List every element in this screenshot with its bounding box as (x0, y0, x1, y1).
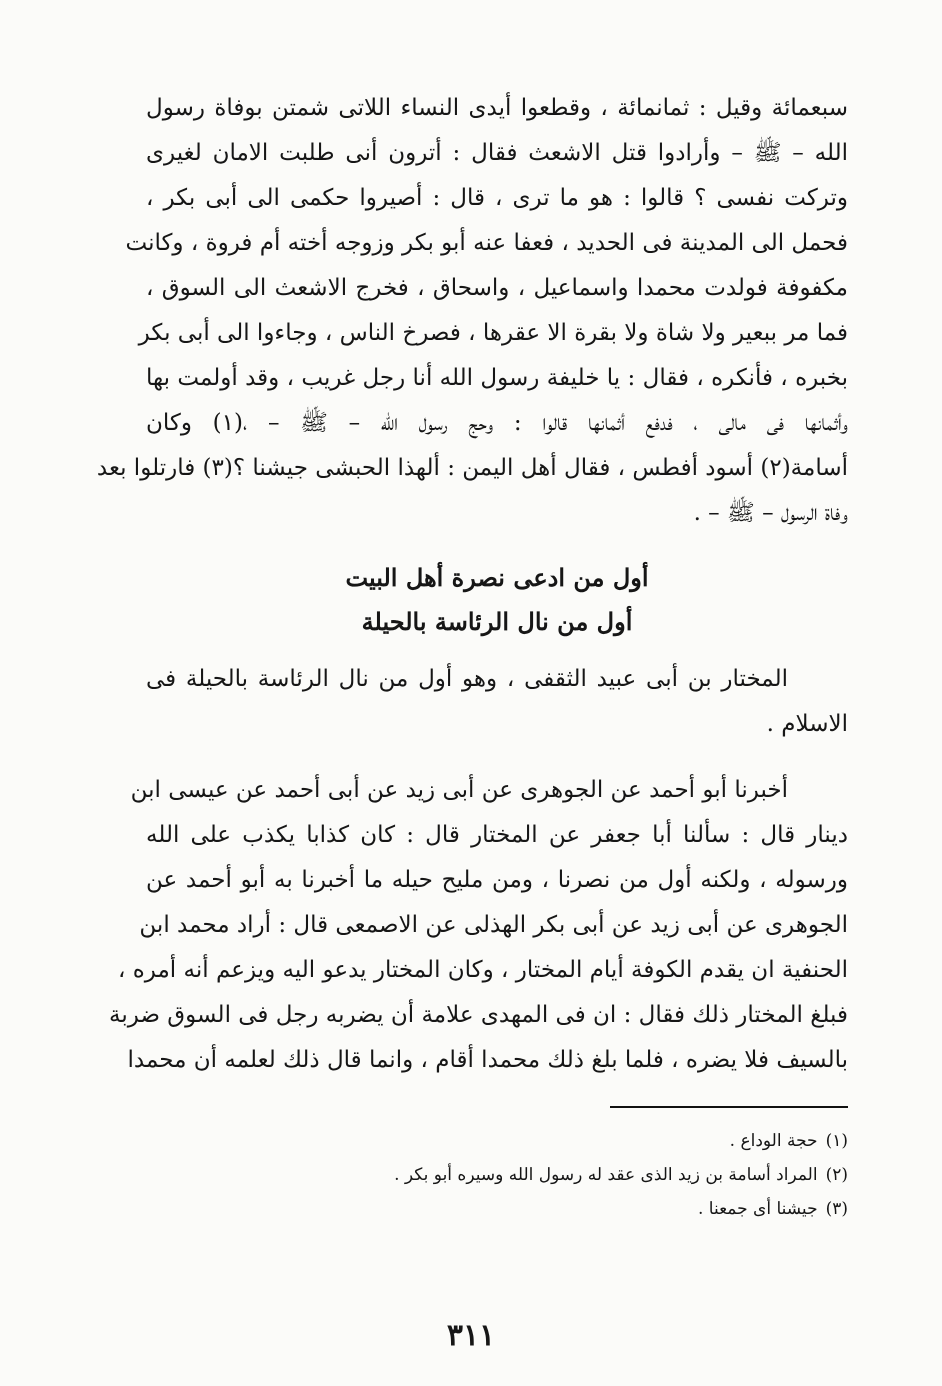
text-line: وأثمانها فى مالى ، فدفع أثمانها قالوا : وحج رسول الله – ﷺ – ،(١) وكان (146, 410, 848, 436)
text-line: ورسوله ، ولكنه أول من نصرنا ، ومن مليح حيله ما أخبرنا به أبو أحمد عن (146, 867, 848, 893)
footnote-divider (610, 1106, 848, 1108)
text-line: فحمل الى المدينة فى الحديد ، فعفا عنه أبو بكر وزوجه أخته أم فروة ، وكانت (125, 230, 848, 256)
text-line: الجوهرى عن أبى زيد عن أبى بكر الهذلى عن الاصمعى قال : أراد محمد ابن (139, 912, 848, 938)
footnote-text: حجة الوداع . (729, 1131, 818, 1151)
text-line: وتركت نفسى ؟ قالوا : هو ما ترى ، قال : أصيروا حكمى الى أبى بكر ، (146, 185, 848, 211)
paragraph-3 (109, 768, 848, 1083)
text-line: بخبره ، فأنكره ، فقال : يا خليفة رسول الله أنا رجل غريب ، وقد أولمت بها (146, 365, 848, 391)
text-line: الله – ﷺ – وأرادوا قتل الاشعث فقال : أترون أنى طلبت الامان لغيرى (146, 140, 848, 166)
footnote-number: (٢) (825, 1165, 848, 1185)
text-line: فبلغ المختار ذلك فقال : ان فى المهدى علامة أن يضربه رجل فى السوق ضربة (109, 1002, 848, 1028)
footnote-1 (146, 1124, 848, 1158)
text-line: فما مر ببعير ولا شاة ولا بقرة الا عقرها ، فصرخ الناس ، وجاءوا الى أبى بكر (138, 320, 848, 346)
text-line: أخبرنا أبو أحمد عن الجوهرى عن أبى زيد عن أبى أحمد عن عيسى ابن (130, 777, 788, 803)
section-heading-line-2: أول من نال الرئاسة بالحيلة (361, 607, 633, 636)
text-line: وفاة الرسول – ﷺ – . (693, 500, 848, 526)
footnote-2 (146, 1158, 848, 1192)
page-number: ٣١١ (446, 1318, 496, 1353)
section-heading-line-1: أول من ادعى نصرة أهل البيت (345, 563, 649, 592)
text-line: مكفوفة فولدت محمدا واسماعيل ، واسحاق ، فخرج الاشعث الى السوق ، (146, 275, 848, 301)
footnote-number: (٣) (825, 1199, 848, 1219)
text-line: الاسلام . (766, 711, 848, 737)
footnote-text: المراد أسامة بن زيد الذى عقد له رسول الله وسيره أبو بكر . (394, 1165, 818, 1185)
text-line: بالسيف فلا يضره ، فلما بلغ ذلك محمدا أقام ، وانما قال ذلك لعلمه أن محمدا (127, 1047, 848, 1073)
text-line: المختار بن أبى عبيد الثقفى ، وهو أول من نال الرئاسة بالحيلة فى (146, 666, 788, 692)
footnote-number: (١) (825, 1131, 848, 1151)
text-line: أسامة(٢) أسود أفطس ، فقال أهل اليمن : ألهذا الحبشى جيشنا ؟(٣) فارتلوا بعد (96, 455, 848, 481)
footnote-3 (146, 1192, 848, 1226)
paragraph-1 (96, 86, 848, 536)
paragraph-2 (146, 657, 848, 747)
text-line: دينار قال : سألنا أبا جعفر عن المختار قال : كان كذابا يكذب على الله (146, 822, 848, 848)
footnote-text: جيشنا أى جمعنا . (697, 1199, 818, 1219)
text-line: الحنفية ان يقدم الكوفة أيام المختار ، وكان المختار يدعو اليه ويزعم أنه أمره ، (118, 957, 848, 983)
text-line: سبعمائة وقيل : ثمانمائة ، وقطعوا أيدى النساء اللاتى شمتن بوفاة رسول (146, 95, 848, 121)
